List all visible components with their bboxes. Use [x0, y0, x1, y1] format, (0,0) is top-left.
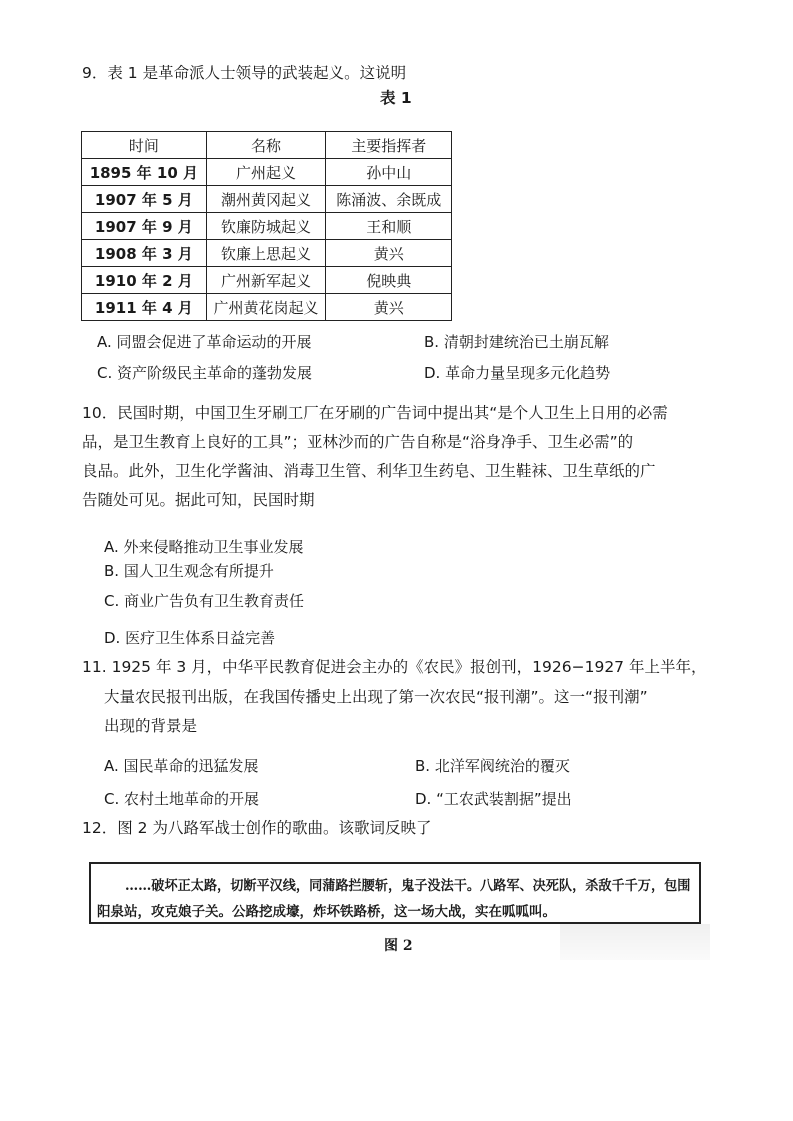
table-row: [82, 186, 452, 213]
q9-stem: 9．表 1 是革命派人士领导的武装起义。这说明: [82, 64, 407, 82]
header-time: 时间: [82, 132, 207, 159]
q11-option-c[interactable]: C. 农村土地革命的开展: [104, 790, 260, 808]
q11-option-d[interactable]: D. “工农武装割据”提出: [415, 790, 572, 808]
table-row: [82, 267, 452, 294]
table-row: [82, 213, 452, 240]
cell-commander: 王和顺: [326, 213, 452, 240]
cell-name: 潮州黄冈起义: [206, 186, 326, 213]
cell-name: 广州新军起义: [206, 267, 326, 294]
table-row: [82, 294, 452, 321]
cell-time: 1908 年 3 月: [82, 240, 207, 267]
q9-option-b[interactable]: B. 清朝封建统治已土崩瓦解: [424, 333, 609, 351]
cell-commander: 孙中山: [326, 159, 452, 186]
q10-stem-line-4: 告随处可见。据此可知，民国时期: [82, 491, 315, 509]
q9-option-d[interactable]: D. 革命力量呈现多元化趋势: [424, 364, 611, 382]
q11-stem-line-3: 出现的背景是: [104, 717, 198, 735]
cell-commander: 黄兴: [326, 240, 452, 267]
q10-stem-line-1: 10．民国时期，中国卫生牙刷工厂在牙刷的广告词中提出其“是个人卫生上日用的必需: [82, 404, 668, 422]
q9-option-a[interactable]: A. 同盟会促进了革命运动的开展: [97, 333, 312, 351]
cell-time: 1907 年 5 月: [82, 186, 207, 213]
cell-name: 广州起义: [206, 159, 326, 186]
q10-option-a[interactable]: A. 外来侵略推动卫生事业发展: [104, 538, 304, 556]
q11-option-a[interactable]: A. 国民革命的迅猛发展: [104, 757, 259, 775]
q11-stem-line-2: 大量农民报刊出版，在我国传播史上出现了第一次农民“报刊潮”。这一“报刊潮”: [104, 688, 648, 706]
q10-stem-line-2: 品，是卫生教育上良好的工具”；亚林沙而的广告自称是“浴身净手、卫生必需”的: [82, 433, 634, 451]
lyrics-line-1: ……破坏正太路，切断平汉线，同蒲路拦腰斩，鬼子没法干。八路军、决死队，杀敌千千万，包围: [125, 878, 691, 894]
cell-name: 广州黄花岗起义: [206, 294, 326, 321]
cell-commander: 黄兴: [326, 294, 452, 321]
cell-name: 钦廉防城起义: [206, 213, 326, 240]
cell-time: 1910 年 2 月: [82, 267, 207, 294]
scan-shadow: [560, 924, 710, 960]
figure-2-caption: 图 2: [384, 938, 413, 954]
cell-commander: 陈涌波、余既成: [326, 186, 452, 213]
cell-name: 钦廉上思起义: [206, 240, 326, 267]
cell-time: 1911 年 4 月: [82, 294, 207, 321]
lyrics-line-2: 阳泉站，攻克娘子关。公路挖成壕，炸坏铁路桥，这一场大战，实在呱呱叫。: [97, 904, 556, 920]
uprising-table: [81, 131, 452, 321]
cell-time: 1907 年 9 月: [82, 213, 207, 240]
q10-stem-line-3: 良品。此外，卫生化学酱油、消毒卫生管、利华卫生药皂、卫生鞋袜、卫生草纸的广: [82, 462, 656, 480]
header-commander: 主要指挥者: [326, 132, 452, 159]
header-name: 名称: [206, 132, 326, 159]
q11-stem-line-1: 11. 1925 年 3 月，中华平民教育促进会主办的《农民》报创刊，1926−1927 年上半年，: [82, 658, 707, 676]
q11-option-b[interactable]: B. 北洋军阀统治的覆灭: [415, 757, 570, 775]
table-row: [82, 159, 452, 186]
q12-stem: 12．图 2 为八路军战士创作的歌曲。该歌词反映了: [82, 819, 432, 837]
q10-option-d[interactable]: D. 医疗卫生体系日益完善: [104, 629, 276, 647]
table-row: [82, 240, 452, 267]
q10-option-c[interactable]: C. 商业广告负有卫生教育责任: [104, 592, 305, 610]
figure-2-lyrics-box: [89, 862, 701, 924]
cell-commander: 倪映典: [326, 267, 452, 294]
cell-time: 1895 年 10 月: [82, 159, 207, 186]
table-caption: 表 1: [380, 89, 412, 107]
table-header-row: [82, 132, 452, 159]
q10-option-b[interactable]: B. 国人卫生观念有所提升: [104, 562, 274, 580]
q9-option-c[interactable]: C. 资产阶级民主革命的蓬勃发展: [97, 364, 313, 382]
